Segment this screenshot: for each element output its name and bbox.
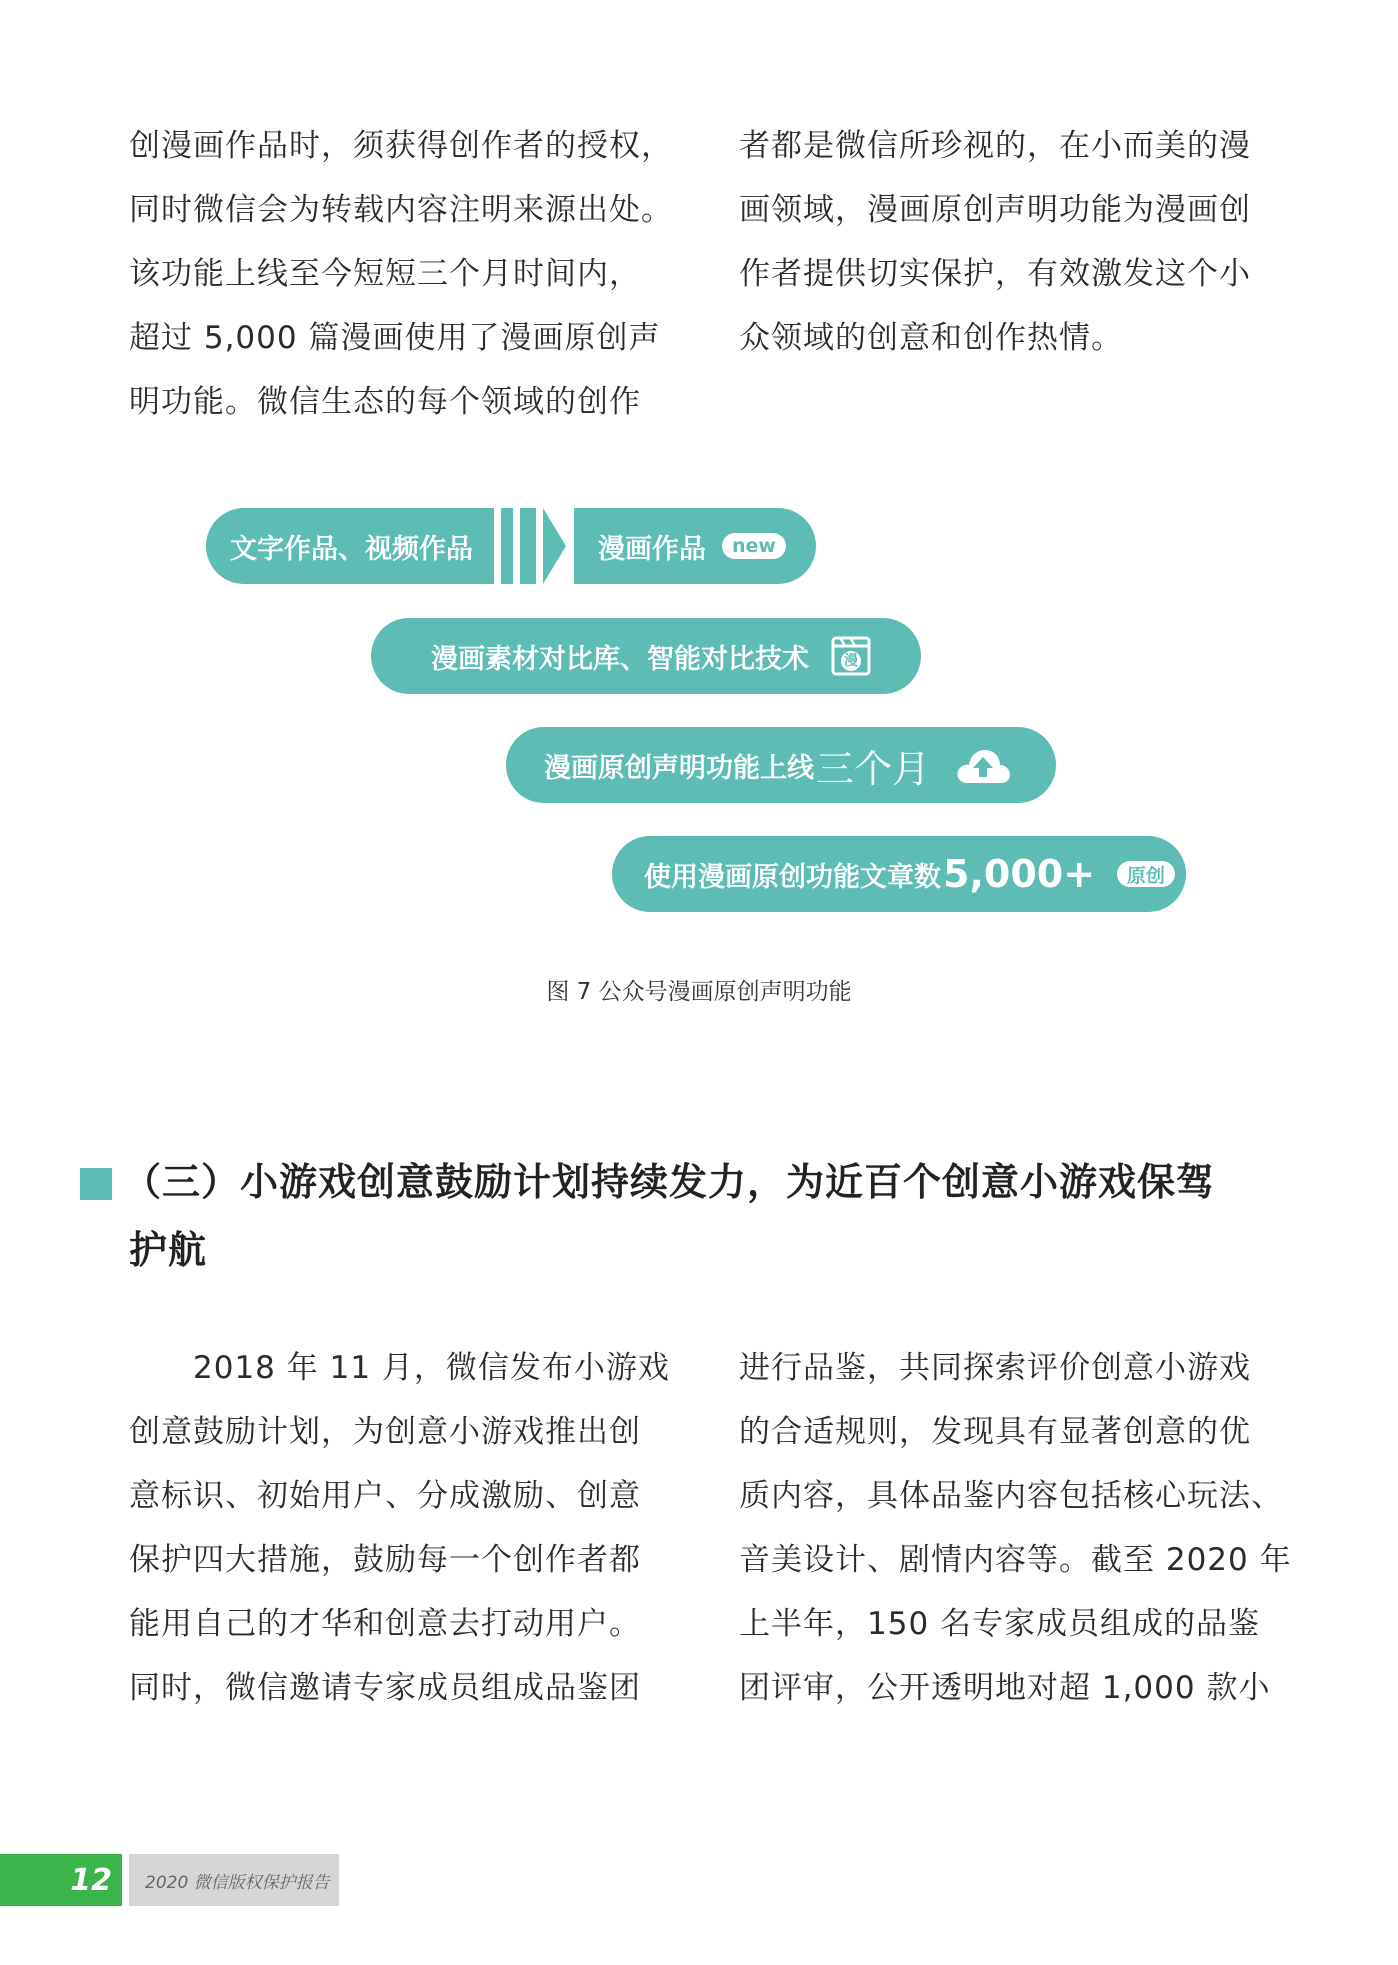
original-badge: 原创: [1117, 861, 1175, 887]
intro-right-column: [739, 114, 1299, 370]
text-line: 作者提供切实保护，有效激发这个小: [739, 256, 1251, 292]
text-line: 画领域，漫画原创声明功能为漫画创: [739, 192, 1251, 228]
text-line: 2018 年 11 月，微信发布小游戏: [129, 1350, 670, 1386]
text-line: 团评审，公开透明地对超 1,000 款小: [739, 1670, 1271, 1706]
text-line: 进行品鉴，共同探索评价创意小游戏: [739, 1350, 1251, 1386]
step1-right-pill: [574, 508, 816, 584]
text-line: 该功能上线至今短短三个月时间内，: [129, 256, 641, 292]
text-line: 上半年，150 名专家成员组成的品鉴: [739, 1606, 1261, 1642]
section-heading-line: 护航: [129, 1228, 208, 1272]
step3-pill: [506, 727, 1056, 803]
text-line: 能用自己的才华和创意去打动用户。: [129, 1606, 641, 1642]
step2-pill: [371, 618, 921, 694]
text-line: 创漫画作品时，须获得创作者的授权，: [129, 128, 673, 164]
body-right-column: [739, 1336, 1299, 1720]
report-title: 2020 微信版权保护报告: [129, 1854, 339, 1906]
section-marker-icon: [80, 1168, 112, 1200]
text-line: 超过 5,000 篇漫画使用了漫画原创声: [129, 320, 661, 356]
text-line: 质内容，具体品鉴内容包括核心玩法、: [739, 1478, 1283, 1514]
step1-right-label: 漫画作品: [598, 533, 706, 565]
body-left-column: [129, 1336, 689, 1720]
text-line: 意标识、初始用户、分成激励、创意: [129, 1478, 641, 1514]
figure-caption: 图 7 公众号漫画原创声明功能: [546, 979, 852, 1005]
new-badge: new: [722, 533, 786, 559]
text-line: 音美设计、剧情内容等。截至 2020 年: [739, 1542, 1292, 1578]
step4-highlight: 5,000+: [943, 852, 1096, 896]
text-line: 创意鼓励计划，为创意小游戏推出创: [129, 1414, 641, 1450]
text-line: 同时，微信邀请专家成员组成品鉴团: [129, 1670, 641, 1706]
progress-arrows-icon: [486, 508, 568, 584]
text-line: 明功能。微信生态的每个领域的创作: [129, 384, 641, 420]
step2-label: 漫画素材对比库、智能对比技术: [431, 643, 809, 675]
text-line: 同时微信会为转载内容注明来源出处。: [129, 192, 673, 228]
step4-label: 使用漫画原创功能文章数: [644, 861, 941, 893]
page-number: 12: [0, 1854, 122, 1906]
step3-label: 漫画原创声明功能上线: [544, 752, 814, 784]
comic-icon-char: 漫: [844, 653, 858, 669]
text-line: 众领域的创意和创作热情。: [739, 320, 1123, 356]
step3-highlight: 三个月: [816, 746, 931, 791]
text-line: 者都是微信所珍视的，在小而美的漫: [739, 128, 1251, 164]
step4-pill: [612, 836, 1186, 912]
cloud-upload-icon: [954, 745, 1012, 785]
comic-icon: [831, 636, 871, 676]
section-heading-line: （三）小游戏创意鼓励计划持续发力，为近百个创意小游戏保驾: [123, 1160, 1216, 1204]
step1-left-pill: [206, 508, 486, 584]
intro-left-column: [129, 114, 689, 434]
section-heading: [123, 1148, 1279, 1284]
text-line: 保护四大措施，鼓励每一个创作者都: [129, 1542, 641, 1578]
text-line: 的合适规则，发现具有显著创意的优: [739, 1414, 1251, 1450]
step1-left-label: 文字作品、视频作品: [230, 533, 473, 565]
